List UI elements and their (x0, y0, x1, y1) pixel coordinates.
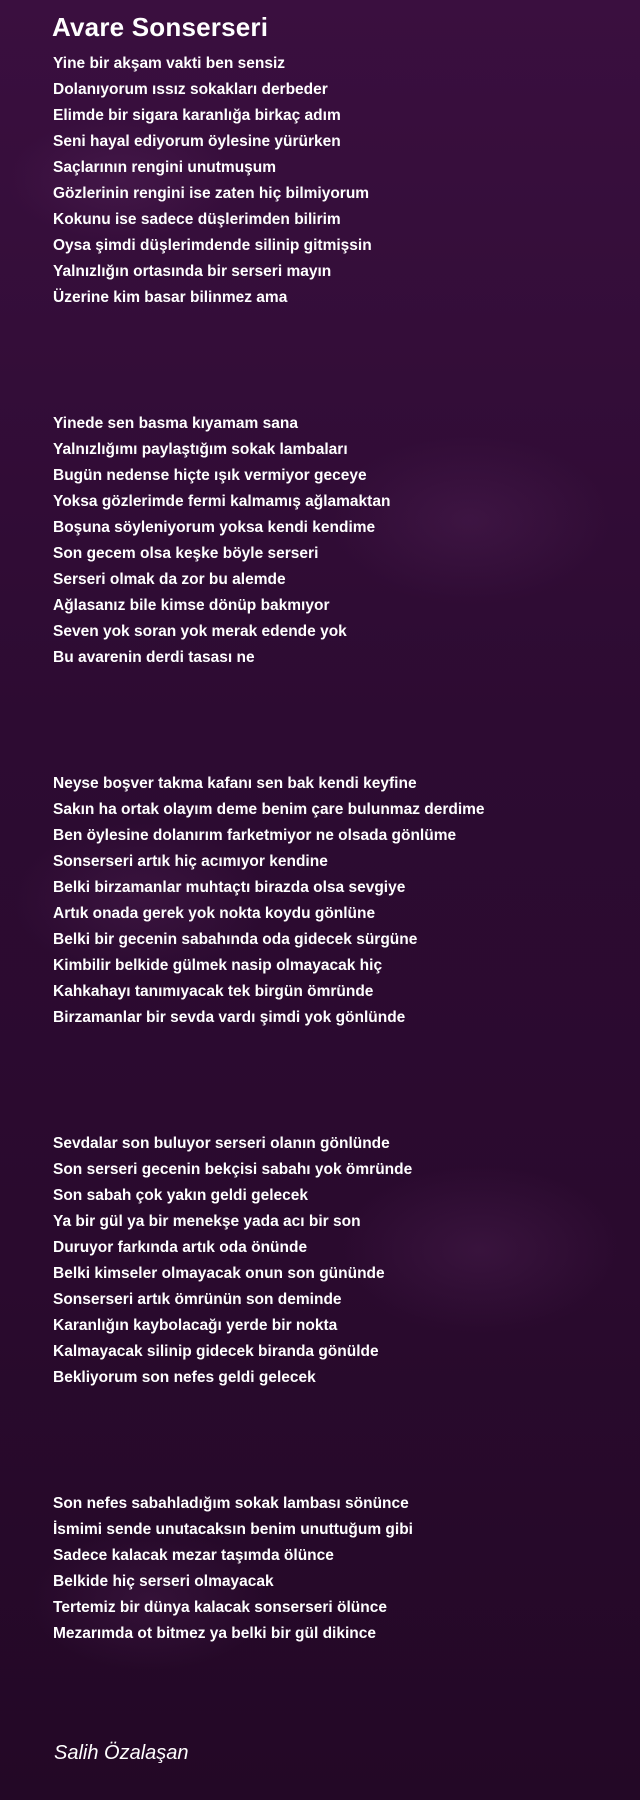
poem-line: Son gecem olsa keşke böyle serseri (53, 545, 319, 562)
poem-line: Gözlerinin rengini ise zaten hiç bilmiyorum (53, 185, 370, 202)
stanza-2 (53, 411, 390, 671)
poem-line: Saçlarının rengini unutmuşum (53, 159, 277, 176)
poem-line: Sonserseri artık ömrünün son deminde (53, 1291, 342, 1308)
poem-line: Tertemiz bir dünya kalacak sonserseri ölünce (53, 1599, 387, 1616)
stanza-4 (53, 1131, 412, 1391)
poem-title: Avare Sonserseri (52, 12, 269, 42)
poem-line: Yinede sen basma kıyamam sana (53, 415, 298, 432)
poem-author: Salih Özalaşan (54, 1742, 189, 1764)
poem-line: Belki birzamanlar muhtaçtı birazda olsa sevgiye (53, 879, 406, 896)
poem-line: Belkide hiç serseri olmayacak (53, 1573, 274, 1590)
poem-line: Yine bir akşam vakti ben sensiz (53, 55, 286, 72)
poem-line: Son serseri gecenin bekçisi sabahı yok ömründe (53, 1161, 413, 1178)
poem-line: Mezarımda ot bitmez ya belki bir gül dikince (53, 1625, 376, 1642)
poem-line: Son nefes sabahladığım sokak lambası sönünce (53, 1495, 409, 1512)
poem-line: Yoksa gözlerimde fermi kalmamış ağlamaktan (53, 493, 391, 510)
poem-line: Boşuna söyleniyorum yoksa kendi kendime (53, 519, 376, 536)
poem-line: Serseri olmak da zor bu alemde (53, 571, 286, 588)
poem-line: Birzamanlar bir sevda vardı şimdi yok gönlünde (53, 1009, 406, 1026)
poem-line: Seven yok soran yok merak edende yok (53, 623, 347, 640)
poem-line: Belki bir gecenin sabahında oda gidecek sürgüne (53, 931, 418, 948)
poem-line: Son sabah çok yakın geldi gelecek (53, 1187, 308, 1204)
poem-line: Bekliyorum son nefes geldi gelecek (53, 1369, 316, 1386)
poem-line: Sakın ha ortak olayım deme benim çare bulunmaz derdime (53, 801, 485, 818)
poem-line: Üzerine kim basar bilinmez ama (53, 289, 288, 306)
poem-line: Artık onada gerek yok nokta koydu gönlüne (53, 905, 376, 922)
poem-line: Kalmayacak silinip gidecek biranda gönülde (53, 1343, 379, 1360)
poem-line: Kokunu ise sadece düşlerimden bilirim (53, 211, 341, 228)
poem-line: Dolanıyorum ıssız sokakları derbeder (53, 81, 328, 98)
poem-line: Sevdalar son buluyor serseri olanın gönlünde (53, 1135, 390, 1152)
poem-line: Seni hayal ediyorum öylesine yürürken (53, 133, 341, 150)
poem-line: Yalnızlığımı paylaştığım sokak lambaları (53, 441, 348, 458)
poem-line: Duruyor farkında artık oda önünde (53, 1239, 308, 1256)
stanza-3 (53, 771, 485, 1031)
poem-line: Ya bir gül ya bir menekşe yada acı bir son (53, 1213, 361, 1230)
poem-line: Yalnızlığın ortasında bir serseri mayın (53, 263, 332, 280)
poem-line: İsmimi sende unutacaksın benim unuttuğum gibi (53, 1521, 413, 1538)
poem-line: Neyse boşver takma kafanı sen bak kendi keyfine (53, 775, 417, 792)
poem-line: Bu avarenin derdi tasası ne (53, 649, 255, 666)
poem-line: Sadece kalacak mezar taşımda ölünce (53, 1547, 334, 1564)
poem-line: Karanlığın kaybolacağı yerde bir nokta (53, 1317, 338, 1334)
stanza-1 (53, 51, 372, 311)
poem-line: Ben öylesine dolanırım farketmiyor ne olsada gönlüme (53, 827, 457, 844)
poem-line: Kimbilir belkide gülmek nasip olmayacak hiç (53, 957, 383, 974)
poem-line: Elimde bir sigara karanlığa birkaç adım (53, 107, 341, 124)
poem-line: Belki kimseler olmayacak onun son gününde (53, 1265, 385, 1282)
poem-line: Oysa şimdi düşlerimdende silinip gitmişsin (53, 237, 372, 254)
poem-line: Sonserseri artık hiç acımıyor kendine (53, 853, 328, 870)
poem-line: Kahkahayı tanımıyacak tek birgün ömründe (53, 983, 374, 1000)
poem-line: Ağlasanız bile kimse dönüp bakmıyor (53, 597, 330, 614)
poem-line: Bugün nedense hiçte ışık vermiyor geceye (53, 467, 367, 484)
stanza-5 (53, 1491, 413, 1647)
